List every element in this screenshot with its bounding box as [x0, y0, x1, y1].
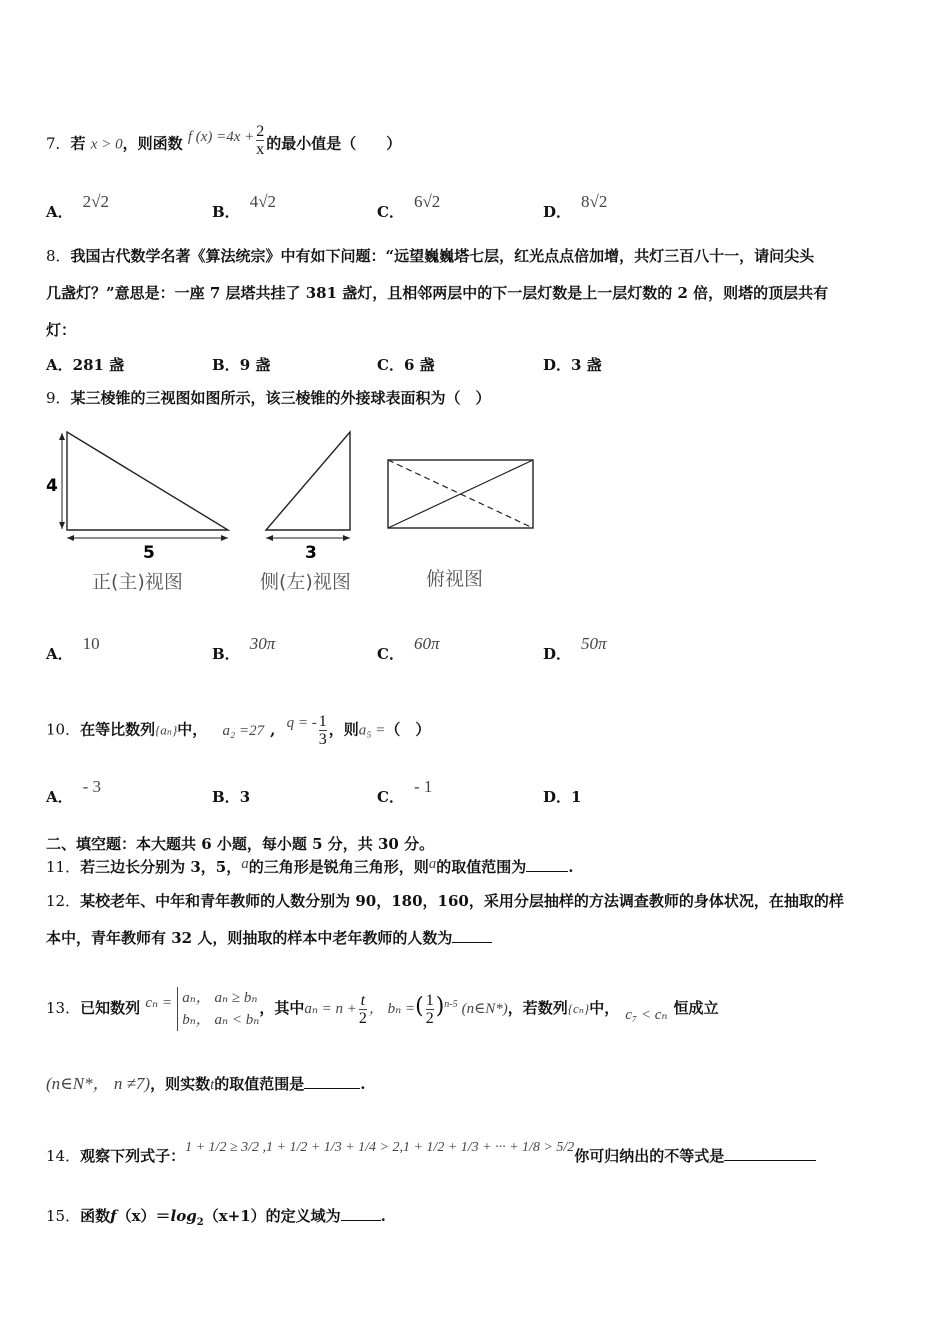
q8-option-c[interactable]: C．6 盏 [377, 356, 435, 374]
q10-option-d[interactable]: D．1 [543, 788, 582, 806]
q7-option-c[interactable]: C．6√2 [377, 192, 441, 221]
question-14: 14．观察下列式子：1 + 1/2 ≥ 3/2 ,1 + 1/2 + 1/3 + 1/4 > 2,1 + 1/2 + 1/3 + ··· + 1/8 > 5/2你可归纳出的不等式是 [46, 1146, 816, 1168]
front-height-label: 4 [46, 476, 58, 496]
piecewise-cases: aₙ， aₙ ≥ bₙ bₙ， aₙ < bₙ [177, 987, 259, 1031]
arrow-down-icon [59, 522, 65, 529]
question-15: 15．函数$f(x)=\log_2(x+1)$的定义域为 . [46, 1207, 386, 1228]
fraction: $\frac{1}{2}$ [425, 991, 434, 1027]
q8-option-b[interactable]: B．9 盏 [212, 356, 271, 374]
fraction: $\frac{t}{2}$ [358, 991, 367, 1027]
question-8-line-3: 灯： [46, 321, 77, 339]
answer-blank[interactable] [341, 1220, 381, 1221]
q10-option-b[interactable]: B．3 [212, 788, 251, 806]
answer-blank[interactable] [526, 871, 568, 872]
front-view-triangle [67, 432, 228, 530]
q9-option-c[interactable]: C．60π [377, 634, 440, 663]
q10-option-a[interactable]: A．- 3 [46, 777, 102, 806]
top-view-caption: 俯视图 [426, 568, 484, 590]
arrow-up-icon [59, 433, 65, 440]
three-view-figure [40, 425, 560, 600]
side-width-label: 3 [305, 543, 317, 563]
question-11: 11．若三边长分别为 3，5，a的三角形是锐角三角形，则a的取值范围为 . [46, 856, 574, 876]
q8-option-a[interactable]: A．281 盏 [46, 356, 125, 374]
question-7: 7．若 x > 0，则函数 f (x) =4x + $\frac{2}{x}$ 的最小值是（ ） [46, 123, 402, 158]
arrow-right-icon [343, 535, 350, 541]
arrow-left-icon [266, 535, 273, 541]
q9-option-b[interactable]: B．30π [212, 634, 276, 663]
question-10: 10．在等比数列{aₙ}中， a₂ =27 , q = - $\frac{1}{3}$ ，则a₅ =（ ） [46, 713, 431, 748]
side-view-caption: 侧(左)视图 [260, 571, 351, 593]
answer-blank[interactable] [724, 1160, 816, 1161]
arrow-right-icon [221, 535, 228, 541]
q7-option-b[interactable]: B．4√2 [212, 192, 277, 221]
arrow-left-icon [67, 535, 74, 541]
front-view-caption: 正(主)视图 [92, 571, 183, 593]
fraction: $\frac{1}{3}$ [318, 713, 327, 748]
question-8-line-1: 8．我国古代数学名著《算法统宗》中有如下问题：“远望巍巍塔七层，红光点点倍加增，共灯三百八十一，请问尖头 [46, 247, 815, 265]
question-8-line-2: 几盏灯？”意思是：一座 7 层塔共挂了 381 盏灯，且相邻两层中的下一层灯数是上一层灯数的 2 倍，则塔的顶层共有 [46, 284, 829, 302]
q7-option-d[interactable]: D．8√2 [543, 192, 608, 221]
question-12-line-2: 本中，青年教师有 32 人，则抽取的样本中老年教师的人数为 [46, 928, 492, 948]
section-heading-fill-in: 二、填空题：本大题共 6 小题，每小题 5 分，共 30 分。 [46, 835, 435, 853]
q9-option-d[interactable]: D．50π [543, 634, 607, 663]
side-view-triangle [266, 432, 350, 530]
fraction: $\frac{2}{x}$ [256, 123, 265, 158]
q7-option-a[interactable]: A．2√2 [46, 192, 109, 221]
answer-blank[interactable] [304, 1088, 360, 1089]
front-width-label: 5 [143, 543, 155, 563]
q8-option-d[interactable]: D．3 盏 [543, 356, 602, 374]
question-12-line-1: 12．某校老年、中年和青年教师的人数分别为 90，180，160，采用分层抽样的方法调查教师的身体状况，在抽取的样 [46, 892, 844, 910]
q9-option-a[interactable]: A．10 [46, 634, 100, 663]
answer-blank[interactable] [452, 942, 492, 943]
question-9: 9．某三棱锥的三视图如图所示，该三棱锥的外接球表面积为（ ） [46, 389, 491, 407]
question-13-line-2: (n∈N*， n ≠7)，则实数t的取值范围是 . [46, 1074, 366, 1093]
q10-option-c[interactable]: C．- 1 [377, 777, 433, 806]
question-13-line-1: 13．已知数列 cₙ = aₙ， aₙ ≥ bₙ bₙ， aₙ < bₙ ，其中aₙ = n + $\frac{t}{2}$ ， bₙ =( $\frac{1}{2}$ )$^{n-5}$ (n∈N*)，若数列{cₙ}中， c₇ < cₙ 恒成立 [46, 987, 718, 1031]
